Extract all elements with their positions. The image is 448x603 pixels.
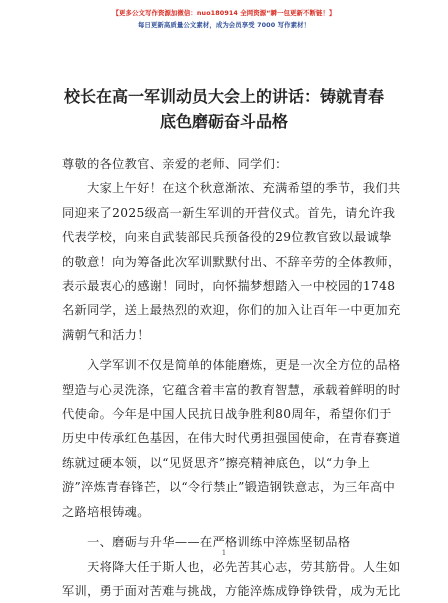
page-number: 1	[0, 549, 448, 557]
text-line: 满朝气和活力！	[62, 323, 372, 347]
text-line: 军训，勇于面对苦难与挑战，方能淬炼成铮铮铁骨，成为无比	[62, 579, 372, 603]
salutation	[62, 152, 372, 176]
paragraph-greeting	[62, 176, 372, 347]
text-line: 之路培根铸魂。	[62, 500, 372, 524]
document-body	[62, 152, 372, 603]
text-line: 塑造与心灵洗涤，它蕴含着丰富的教育智慧，承载着鲜明的时	[62, 378, 372, 402]
text-line: 练就过硬本领，以“见贤思齐”擦亮精神底色，以“力争上	[62, 451, 372, 475]
paragraph-section-1	[62, 555, 372, 603]
document-title	[40, 84, 408, 134]
text-line: 代使命。今年是中国人民抗日战争胜利80周年，希望你们于	[62, 402, 372, 426]
title-line-1: 校长在高一军训动员大会上的讲话：铸就青春	[40, 84, 408, 109]
text-line: 入学军训不仅是简单的体能磨炼，更是一次全方位的品格	[62, 353, 372, 377]
text-line: 表示最衷心的感谢！同时，向怀揣梦想踏入一中校园的1748	[62, 274, 372, 298]
promo-banner-line-2: 每日更新高质量公文素材，成为会员享受 7000 写作素材！	[0, 20, 448, 29]
text-line: 大家上午好！在这个秋意渐浓、充满希望的季节，我们共	[62, 176, 372, 200]
text-line: 天将降大任于斯人也，必先苦其心志，劳其筋骨。人生如	[62, 555, 372, 579]
text-line: 代表学校，向来自武装部民兵预备役的29位教官致以最诚挚	[62, 225, 372, 249]
section-heading-text: 一、磨砺与升华——在严格训练中淬炼坚韧品格	[62, 530, 372, 554]
paragraph-purpose	[62, 353, 372, 524]
salutation-text: 尊敬的各位教官、亲爱的老师、同学们：	[62, 152, 372, 176]
text-line: 同迎来了2025级高一新生军训的开营仪式。首先，请允许我	[62, 201, 372, 225]
promo-banner-line-1: 【更多公文写作资源加微信：nuo180914 全网资源“瞬一包更新不断链！】	[0, 8, 448, 17]
text-line: 游”淬炼青春锋芒，以“令行禁止”锻造钢铁意志，为三年高中	[62, 475, 372, 499]
text-line: 名新同学，送上最热烈的欢迎，你们的加入让百年一中更加充	[62, 298, 372, 322]
text-line: 历史中传承红色基因，在伟大时代勇担强国使命，在青春赛道	[62, 426, 372, 450]
title-line-2: 底色磨砺奋斗品格	[40, 109, 408, 134]
text-line: 的敬意！向为筹备此次军训默默付出、不辞辛劳的全体教师，	[62, 250, 372, 274]
